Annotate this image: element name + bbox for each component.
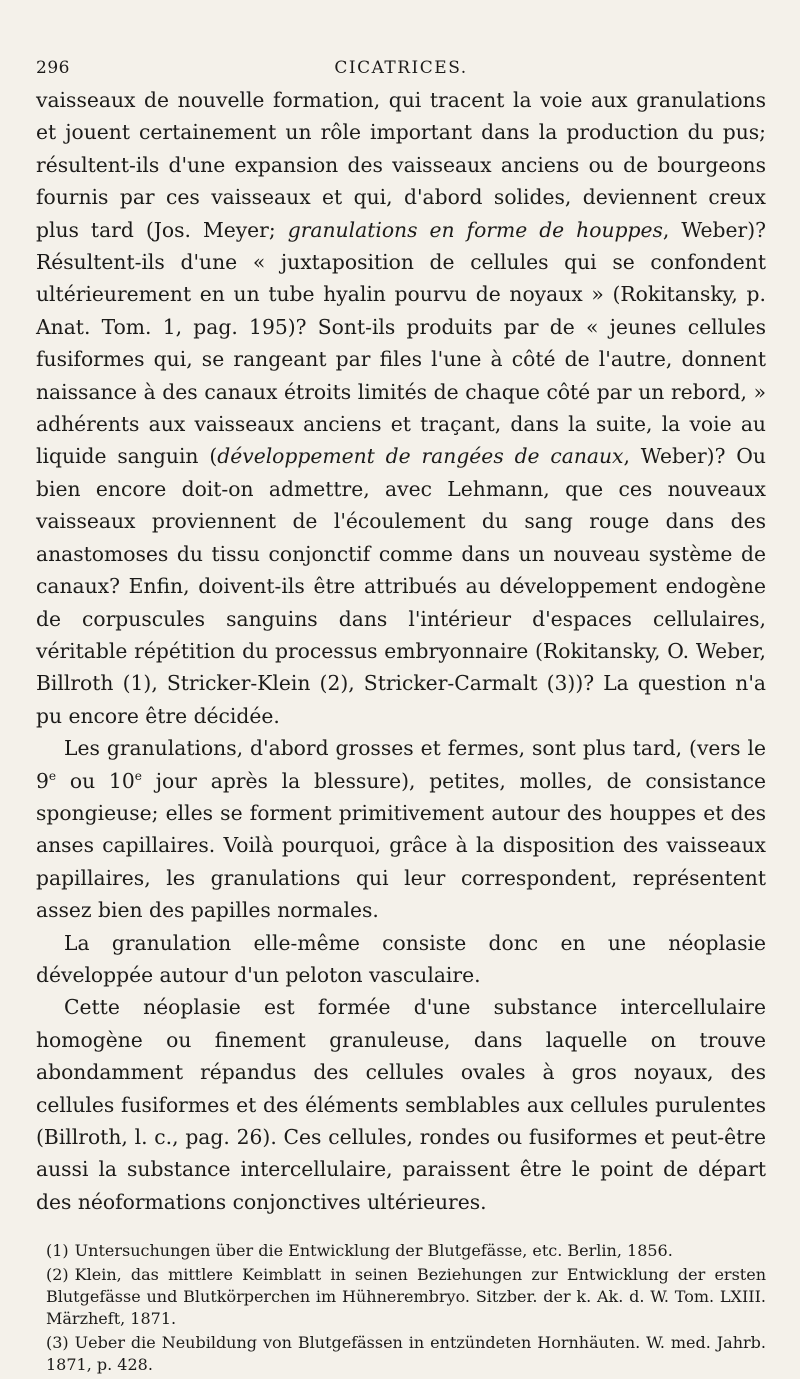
paragraph-3: La granulation elle-même consiste donc en une néoplasie développée autour d'un peloton vasculaire.: [36, 930, 766, 987]
paragraph-1: vaisseaux de nouvelle formation, qui tracent la voie aux granulations et jouent certainement un rôle important dans la production du pus; résultent-ils d'une expansion des vaisseaux anciens ou de bourgeons fournis par ces vaisseaux et qui, d'abord solides, deviennent creux plus tard (Jos. Meyer; granulations en forme de houppes, Weber)? Résultent-ils d'une « juxtaposition de cellules qui se confondent ultérieurement en un tube hyalin pourvu de noyaux » (Rokitansky, p. Anat. Tom. 1, pag. 195)? Sont-ils produits par de « jeunes cellules fusiformes qui, se rangeant par files l'une à côté de l'autre, donnent naissance à des canaux étroits limités de chaque côté par un rebord, » adhérents aux vaisseaux anciens et traçant, dans la suite, la voie au liquide sanguin (développement de rangées de canaux, Weber)? Ou bien encore doit-on admettre, avec Lehmann, que ces nouveaux vaisseaux proviennent de l'écoulement du sang rouge dans des anastomoses du tissu conjonctif comme dans un nouveau système de canaux? Enfin, doivent-ils être attribués au développement endogène de corpuscules sanguins dans l'intérieur d'espaces cellulaires, véritable répétition du processus embryonnaire (Rokitansky, O. Weber, Billroth (1), Stricker-Klein (2), Stricker-Carmalt (3))? La question n'a pu encore être décidée.: [36, 88, 767, 728]
footnote-3: (3) Ueber die Neubildung von Blutgefässen in entzündeten Hornhäuten. W. med. Jahrb. 1871, p. 428.: [46, 1333, 766, 1375]
page-number: 296: [36, 58, 70, 78]
page-header: [36, 58, 766, 78]
running-title: CICATRICES.: [334, 58, 468, 78]
paragraph-4: Cette néoplasie est formée d'une substance intercellulaire homogène ou finement granuleuse, dans laquelle on trouve abondamment répandus des cellules ovales à gros noyaux, des cellules fusiformes et des éléments semblables aux cellules purulentes (Billroth, l. c., pag. 26). Ces cellules, rondes ou fusiformes et peut-être aussi la substance intercellulaire, paraissent être le point de départ des néoformations conjonctives ultérieures.: [36, 995, 766, 1214]
footnote-ref-2: (2): [319, 671, 349, 696]
footnotes: [36, 1240, 766, 1376]
footnote-1: (1) Untersuchungen über die Entwicklung der Blutgefässe, etc. Berlin, 1856.: [46, 1241, 673, 1261]
footnote-ref-3: (3): [546, 671, 576, 696]
paragraph-2: Les granulations, d'abord grosses et fermes, sont plus tard, (vers le 9e ou 10e jour après la blessure), petites, molles, de consistance spongieuse; elles se forment primitivement autour des houppes et des anses capillaires. Voilà pourquoi, grâce à la disposition des vaisseaux papillaires, les granulations qui leur correspondent, représentent assez bien des papilles normales.: [36, 736, 766, 923]
footnote-2: (2) Klein, das mittlere Keimblatt in seinen Beziehungen zur Entwicklung der ersten Blutgefässe und Blutkörperchen im Hühnerembryo. Sitzber. der k. Ak. d. W. Tom. LXIII. Märzheft, 1871.: [46, 1265, 766, 1329]
footnote-ref-1: (1): [122, 671, 152, 696]
body-text: [36, 84, 766, 1218]
